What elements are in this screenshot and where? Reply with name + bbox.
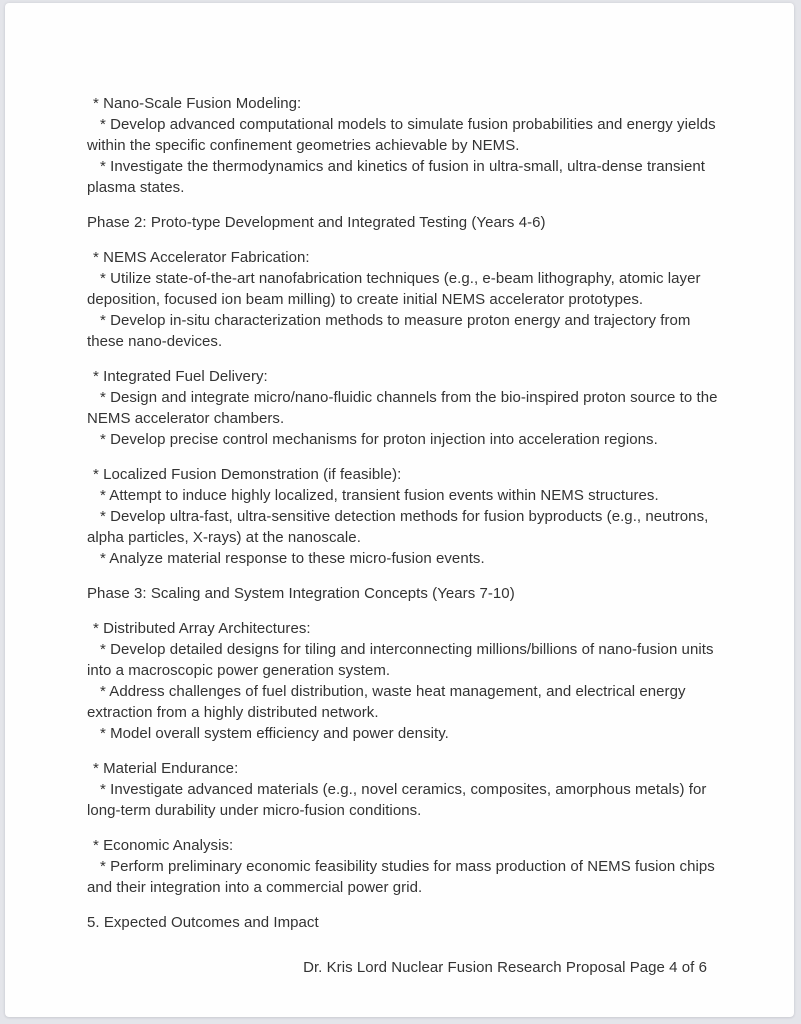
document-line: * Investigate the thermodynamics and kinetics of fusion in ultra-small, ultra-dense transient [100, 158, 705, 175]
paragraph [87, 912, 707, 933]
document-page [5, 3, 794, 1017]
document-line: * Distributed Array Architectures: [93, 620, 311, 637]
document-line: and their integration into a commercial power grid. [87, 879, 423, 896]
document-line: * NEMS Accelerator Fabrication: [93, 249, 310, 266]
paragraph [87, 247, 707, 352]
document-line: * Attempt to induce highly localized, transient fusion events within NEMS structures. [100, 487, 659, 504]
document-line: long-term durability under micro-fusion conditions. [87, 802, 422, 819]
document-body [87, 93, 718, 933]
document-line: deposition, focused ion beam milling) to create initial NEMS accelerator prototypes. [87, 291, 644, 308]
document-line: extraction from a highly distributed network. [87, 704, 379, 721]
document-line: Phase 2: Proto-type Development and Integrated Testing (Years 4-6) [87, 214, 546, 231]
document-line: plasma states. [87, 179, 185, 196]
document-line: * Nano-Scale Fusion Modeling: [93, 95, 302, 112]
document-line: * Integrated Fuel Delivery: [93, 368, 268, 385]
document-line: * Perform preliminary economic feasibility studies for mass production of NEMS fusion chips [100, 858, 715, 875]
paragraph [87, 583, 707, 604]
document-line: * Economic Analysis: [93, 837, 234, 854]
paragraph [87, 93, 716, 198]
document-content [5, 3, 794, 1017]
document-line: Phase 3: Scaling and System Integration Concepts (Years 7-10) [87, 585, 515, 602]
paragraph [87, 835, 715, 898]
document-line: * Model overall system efficiency and power density. [100, 725, 449, 742]
document-line: into a macroscopic power generation system. [87, 662, 391, 679]
document-line: * Analyze material response to these micro-fusion events. [100, 550, 485, 567]
paragraph [87, 212, 707, 233]
document-line: * Develop detailed designs for tiling and interconnecting millions/billions of nano-fusion units [100, 641, 714, 658]
document-line: NEMS accelerator chambers. [87, 410, 285, 427]
paragraph [87, 758, 707, 821]
document-line: * Investigate advanced materials (e.g., novel ceramics, composites, amorphous metals) for [100, 781, 707, 798]
paragraph [87, 464, 707, 569]
document-line: * Develop in-situ characterization methods to measure proton energy and trajectory from [100, 312, 691, 329]
document-line: these nano-devices. [87, 333, 223, 350]
paragraph [87, 366, 718, 450]
document-line: * Localized Fusion Demonstration (if feasible): [93, 466, 402, 483]
page-footer: Dr. Kris Lord Nuclear Fusion Research Proposal Page 4 of 6 [303, 959, 707, 976]
document-line: within the specific confinement geometries achievable by NEMS. [87, 137, 520, 154]
document-line: * Address challenges of fuel distribution, waste heat management, and electrical energy [100, 683, 686, 700]
paragraph [87, 618, 714, 744]
document-line: * Material Endurance: [93, 760, 239, 777]
document-line: * Utilize state-of-the-art nanofabrication techniques (e.g., e-beam lithography, atomic layer [100, 270, 701, 287]
document-line: * Develop advanced computational models to simulate fusion probabilities and energy yields [100, 116, 716, 133]
document-line: * Develop precise control mechanisms for proton injection into acceleration regions. [100, 431, 658, 448]
document-line: 5. Expected Outcomes and Impact [87, 914, 319, 931]
document-line: * Develop ultra-fast, ultra-sensitive detection methods for fusion byproducts (e.g., neutrons, [100, 508, 709, 525]
document-line: alpha particles, X-rays) at the nanoscale. [87, 529, 361, 546]
document-line: * Design and integrate micro/nano-fluidic channels from the bio-inspired proton source to the [100, 389, 718, 406]
